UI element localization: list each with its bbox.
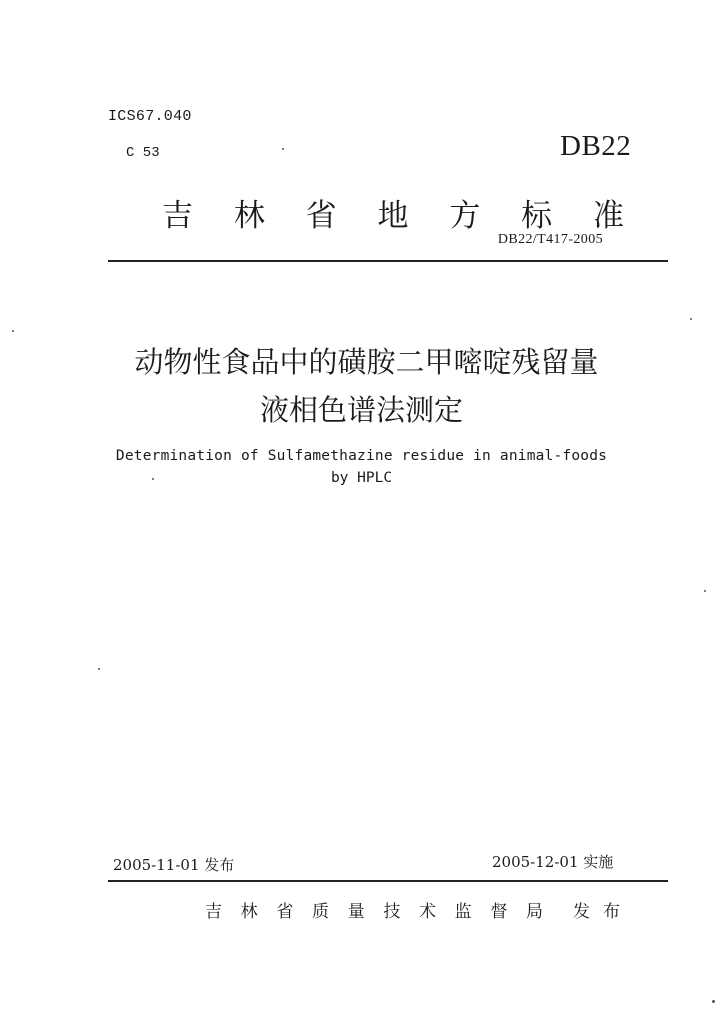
- document-title-zh-line1: 动物性食品中的磺胺二甲嘧啶残留量: [134, 345, 599, 379]
- scan-speck: [282, 148, 284, 150]
- publish-label: 发布: [573, 902, 620, 922]
- ics-code: ICS67.040: [108, 108, 192, 125]
- document-title-zh-line2: 液相色谱法测定: [259, 393, 463, 427]
- standard-number: DB22/T417-2005: [497, 232, 603, 247]
- scan-speck: [712, 1000, 715, 1003]
- issue-date: 2005-11-01 发布: [113, 856, 235, 874]
- implementation-date: 2005-12-01 实施: [492, 853, 614, 871]
- scan-speck: [152, 478, 154, 480]
- header-divider: [108, 260, 668, 262]
- ccs-code: C 53: [126, 145, 160, 161]
- standard-type-title: 吉林省地方标准: [162, 198, 624, 234]
- scan-speck: [704, 590, 706, 592]
- footer-divider: [108, 880, 668, 882]
- scan-speck: [690, 318, 692, 320]
- document-title-en-line1: Determination of Sulfamethazine residue in animal-foods: [115, 448, 608, 464]
- scan-speck: [98, 668, 100, 670]
- publisher-name: 吉林省质量技术监督局: [205, 902, 543, 922]
- scan-speck: [12, 330, 14, 332]
- document-title-en-line2: by HPLC: [330, 470, 393, 486]
- standard-code-logo: DB22: [560, 130, 632, 162]
